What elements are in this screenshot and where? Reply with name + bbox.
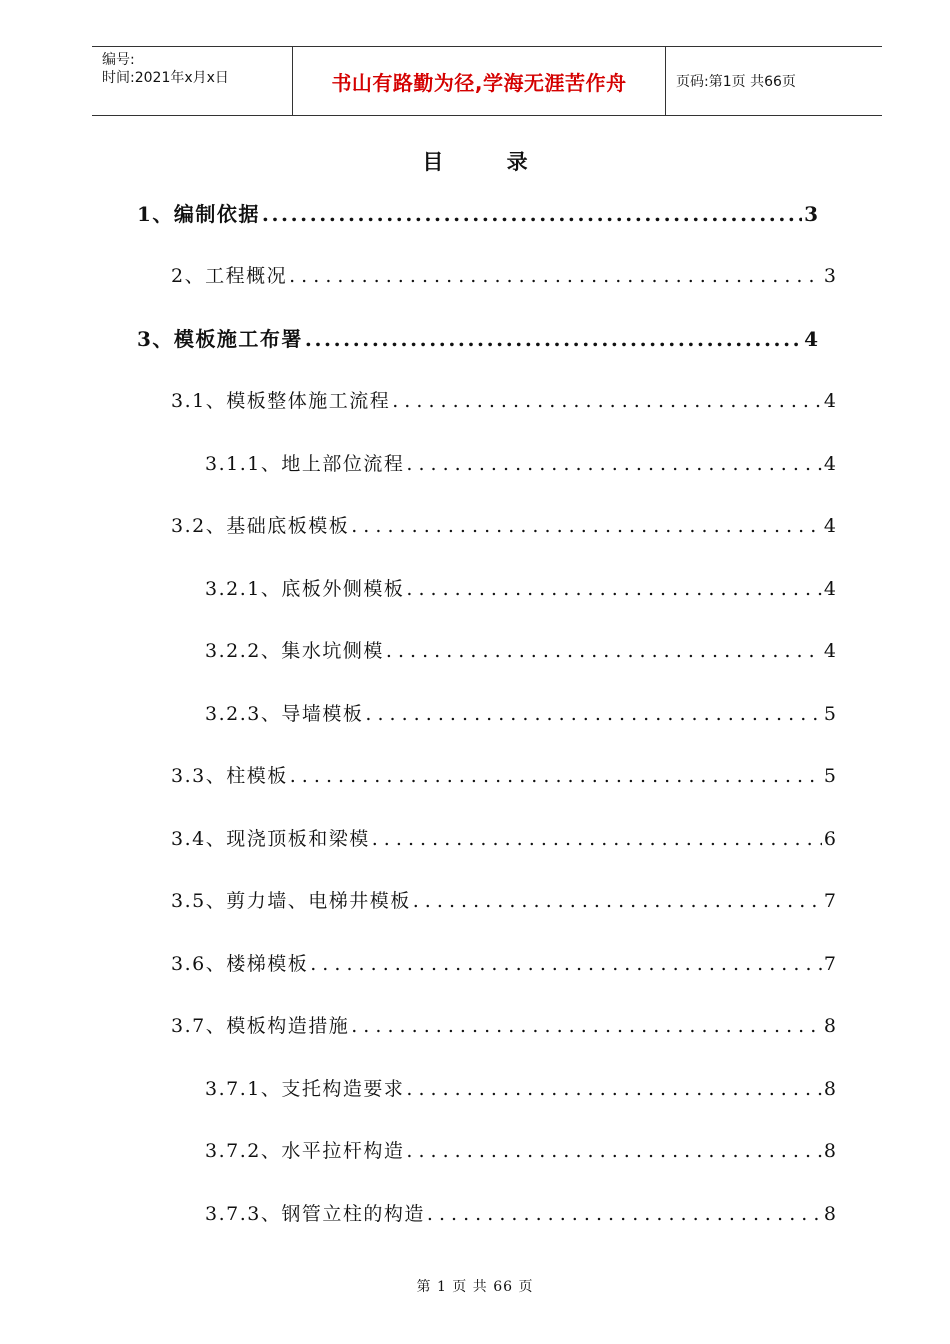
toc-leader: [406, 1078, 822, 1100]
toc-entry-page: 5: [823, 703, 836, 725]
toc-entry-page: 4: [804, 327, 818, 351]
page-footer: 第 1 页 共 66 页: [416, 1279, 534, 1295]
toc-leader: [365, 703, 822, 725]
toc-entry-label: 3.3、柱模板: [171, 765, 288, 787]
toc-entry-label: 3.7.2、水平拉杆构造: [205, 1140, 405, 1162]
toc-leader: [351, 1015, 822, 1037]
toc-entry[interactable]: [171, 824, 836, 851]
toc-entry[interactable]: [205, 1199, 836, 1226]
toc-entry-label: 3.5、剪力墙、电梯井模板: [171, 890, 411, 912]
toc-entry-label: 3.2.1、底板外侧模板: [205, 578, 405, 600]
toc-entry-page: 4: [823, 453, 836, 475]
page-header: [92, 46, 882, 116]
toc-entry[interactable]: [171, 261, 836, 288]
toc-entry[interactable]: [137, 323, 818, 352]
toc-title: 目 录: [422, 149, 556, 174]
toc-entry[interactable]: [137, 198, 818, 227]
header-motto: 书山有路勤为径,学海无涯苦作舟: [331, 70, 627, 95]
toc-entry-page: 8: [823, 1203, 836, 1225]
toc-entry-page: 3: [823, 265, 836, 287]
toc-entry-label: 3.1.1、地上部位流程: [205, 453, 405, 475]
toc-entry-page: 8: [823, 1078, 836, 1100]
toc-leader: [305, 327, 802, 351]
toc-entry-label: 3.4、现浇顶板和梁模: [171, 828, 370, 850]
toc-entry-page: 4: [823, 390, 836, 412]
toc-leader: [406, 1140, 822, 1162]
toc-leader: [310, 953, 822, 975]
document-number-label: 编号:: [102, 52, 135, 68]
toc-entry-label: 3.7、模板构造措施: [171, 1015, 350, 1037]
toc-entry[interactable]: [205, 449, 836, 476]
toc-entry-label: 3.2.2、集水坑侧模: [205, 640, 384, 662]
toc-entry-page: 7: [823, 953, 836, 975]
toc-entry-page: 6: [823, 828, 836, 850]
toc-entry-page: 8: [823, 1015, 836, 1037]
toc-entry-page: 3: [804, 202, 818, 226]
toc-entry-label: 3.2、基础底板模板: [171, 515, 350, 537]
toc-entry[interactable]: [205, 1074, 836, 1101]
toc-entry[interactable]: [171, 761, 836, 788]
toc-entry[interactable]: [171, 949, 836, 976]
toc-entry-page: 4: [823, 515, 836, 537]
toc-entry[interactable]: [205, 699, 836, 726]
toc-leader: [290, 765, 822, 787]
toc-entry-label: 3、模板施工布署: [137, 327, 303, 351]
toc-entry-label: 3.7.1、支托构造要求: [205, 1078, 405, 1100]
toc-entry[interactable]: [171, 886, 836, 913]
toc-entry-page: 5: [823, 765, 836, 787]
toc-entry[interactable]: [171, 511, 836, 538]
toc-entry-page: 4: [823, 640, 836, 662]
toc-entry[interactable]: [171, 386, 836, 413]
toc-entry-page: 4: [823, 578, 836, 600]
toc-leader: [386, 640, 822, 662]
toc-entry-page: 8: [823, 1140, 836, 1162]
toc-leader: [372, 828, 822, 850]
toc-entry-page: 7: [823, 890, 836, 912]
toc-entry-label: 2、工程概况: [171, 265, 288, 287]
header-meta: [92, 47, 292, 115]
toc-entry[interactable]: [171, 1011, 836, 1038]
toc-leader: [289, 265, 822, 287]
toc-entry-label: 3.1、模板整体施工流程: [171, 390, 391, 412]
toc-leader: [351, 515, 822, 537]
toc-entry[interactable]: [205, 1136, 836, 1163]
toc-entry[interactable]: [205, 636, 836, 663]
toc-leader: [392, 390, 822, 412]
toc-leader: [262, 202, 802, 226]
header-page-info: 页码:第1页 共66页: [676, 74, 796, 90]
toc-leader: [413, 890, 822, 912]
document-date: 时间:2021年x月x日: [102, 70, 229, 86]
toc-entry-label: 3.7.3、钢管立柱的构造: [205, 1203, 425, 1225]
toc-entry[interactable]: [205, 574, 836, 601]
toc-leader: [406, 453, 822, 475]
toc-entry-label: 1、编制依据: [137, 202, 260, 226]
toc-leader: [406, 578, 822, 600]
toc-entry-label: 3.6、楼梯模板: [171, 953, 309, 975]
toc-entry-label: 3.2.3、导墙模板: [205, 703, 364, 725]
toc-leader: [427, 1203, 822, 1225]
